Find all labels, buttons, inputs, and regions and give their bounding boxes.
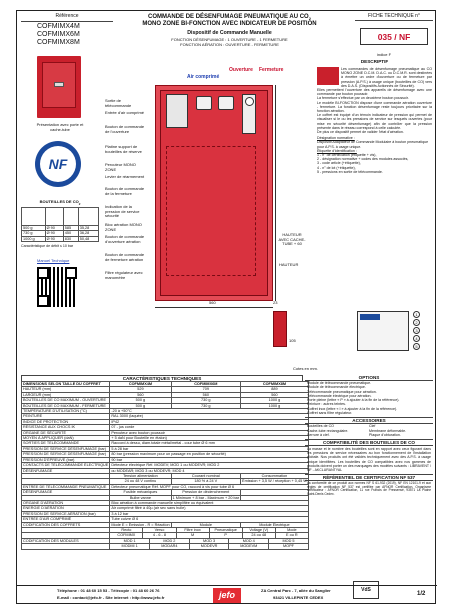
footer xyxy=(17,585,437,605)
compat-text: La masse et le nombre des bouteilles sont en rapport avec ceux figurant dans les pressions de service nécessaires au bon fonctionnement de l'installation globale. Nos produits ont été validés techniquement avec des A.P.S. à usage unique identifiées. Les bouteilles de CO compatibles avec nos gammes de produits doivent porter un des marquages des modèles suivants : LIBRAVENT / NF - AKCLURANTYAL xyxy=(307,447,431,472)
specs-cell: 560 xyxy=(171,392,240,397)
specs-cell: 24 ou 48 V continu xyxy=(110,479,171,484)
diagram-labels xyxy=(105,99,145,289)
specs-cell: -20 à +50°C xyxy=(110,409,309,414)
cabinet-diagram xyxy=(155,85,273,301)
specs-cell: Détecteur électrique Réf. MODEV; MOD 1 ou MODEVR; MOD 2 xyxy=(110,463,309,468)
option-item: Coffret sans filtre régulateur. xyxy=(307,411,353,416)
specs-cell: 1000 g xyxy=(241,398,309,403)
percussor xyxy=(218,96,234,110)
specs-cell: MOD 3 xyxy=(189,539,229,543)
options-list xyxy=(305,381,433,415)
bottles-row: 730 g Ø 90 450 36,28 xyxy=(22,231,99,236)
footer-email[interactable]: E-mail : contact@jefo.fr - Site internet : http://www.jefo.fr xyxy=(57,595,165,600)
specs-cell: 180 % à 24 V xyxy=(171,479,240,484)
dim-hauteur: HAUTEUR xyxy=(279,262,299,267)
qr-finder xyxy=(37,295,49,307)
specs-cell: MODAR4 xyxy=(149,544,189,548)
reference-code: COFMIMX8M xyxy=(37,39,80,47)
specs-cell: 90 bar xyxy=(110,457,309,462)
datasheet xyxy=(16,10,436,604)
specs-cell: ou MODEAR; MOD 3 ou MODEVR; MOD 4 xyxy=(110,468,309,473)
specs-cell: Tension alimentation xyxy=(110,473,171,478)
diagram-label: Bouton de commande d'ouverture aération xyxy=(105,234,145,244)
specs-cell: Air comprimé filtré à 40µ (air sec sans huile) xyxy=(110,506,309,511)
dim-line-height xyxy=(275,85,276,301)
specs-cell xyxy=(22,544,110,549)
specs-cell: ORGANE DE SÉCURITÉ xyxy=(22,430,110,435)
specs-cell: Tube cuivre Ø 6 xyxy=(110,517,309,522)
option-item: Module de télécommande électrique. xyxy=(307,385,366,390)
specs-cell: 889 xyxy=(241,387,309,392)
description-p: 3 - code article (+étiquette), xyxy=(317,161,361,166)
specs-cell: INDICE DE PROTECTION xyxy=(22,419,110,424)
specs-cell: MOYEN À APPLIQUER (daN) xyxy=(22,436,110,441)
title-line4: FONCTION DÉSENFUMAGE : 1 OUVERTURE - 1 FERMETURE xyxy=(171,37,288,43)
specs-cell: 529 xyxy=(110,387,171,392)
specs-cell: MOPF xyxy=(268,544,308,548)
specs-cell: M xyxy=(176,533,209,537)
accessory-item: Clef xyxy=(369,424,376,429)
accessory-item: Plaque d'obturation. xyxy=(369,432,401,437)
qr-finder xyxy=(65,267,77,279)
title-line5: FONCTION AÉRATION : OUVERTURE - FERMETURE xyxy=(180,41,279,47)
description-p: Elles permettent l'ouverture des appareils de désenfumage avec une commande par bouton poussoir. xyxy=(317,88,432,97)
specs-cell: 730 g xyxy=(171,403,240,408)
footer-phone: Téléphone : 01 48 60 15 53 - Télécopie : 01 48 60 26 76 xyxy=(57,588,160,593)
specs-cell: 560 xyxy=(110,392,171,397)
specs-cell: Courant nominal xyxy=(171,473,240,478)
specs-cell: CONTACTS DE TÉLÉCOMMANDE ÉLECTRIQUE xyxy=(23,463,109,468)
specs-cell: 80 bar (pression maximum pour un passage en position de sécurité) xyxy=(110,452,309,457)
specs-cell: MODEVR xyxy=(189,544,229,548)
label-fermeture: Fermeture xyxy=(259,67,284,73)
specs-cell: CODIFICATION DES MODULES xyxy=(22,538,110,543)
specs-cell: Pression de déclenchement xyxy=(171,490,240,495)
photo-caption: Présentation avec porte et cache-tube xyxy=(36,122,84,132)
marker-1: 1 xyxy=(413,311,420,318)
bottles-footer: Caractéristique de débit ≤ 10 bar xyxy=(21,244,74,249)
specs-cell: 730 g xyxy=(171,398,240,403)
option-item: Module de télécommande pneumatique. xyxy=(307,381,372,385)
specs-cell: RAL 3000 (laquée) xyxy=(110,414,309,419)
specs-cell: Module Électrique xyxy=(241,522,309,527)
specs-cell: 5 à 28 bar xyxy=(110,446,309,451)
right-info xyxy=(305,375,433,593)
accessory-item: Cache-tube rectangulaire. xyxy=(307,428,349,433)
specs-cell: PRESSION DE SERVICE DÉSENFUMAGE (bar) xyxy=(22,446,110,451)
diagram-label: Filtre régulateur avec manomètre xyxy=(105,270,143,280)
reference-label: Référence xyxy=(21,14,113,22)
marker-4: 4 xyxy=(413,335,420,342)
specs-cell: Mode xyxy=(275,528,308,532)
dim-hauteur-cache: HAUTEUR AVEC CACHE-TUBE + 60 xyxy=(278,232,306,247)
specs-cell: RÉSISTANCE AUX CHOCS IK xyxy=(22,425,110,430)
specs-cell: PRESSION DE SERVICE DÉSENFUMAGE (bar) xyxy=(22,452,110,457)
bottles-row: 1000 g Ø 90 830 50,48 xyxy=(22,236,99,241)
specs-row xyxy=(22,538,309,543)
description-p: Dispositif Adaptateur de Commande Modulaire à bouton pneumatique pour A.P.S. à usage unique. xyxy=(317,140,429,149)
options-title: OPTIONS xyxy=(305,375,433,381)
bottles-row: 500 g Ø 90 585 35,28 xyxy=(22,225,99,230)
specs-title: CARACTÉRISTIQUES TECHNIQUES xyxy=(21,375,303,381)
accessories-title: ACCESSOIRES xyxy=(305,417,433,424)
description-thumb xyxy=(317,67,339,85)
specs-cell: Détecteur pneumatique Réf. MOPF pour CO, raccord à vis pour tube Ø 6 xyxy=(110,484,309,489)
description-p: La fermeture s'effectue par un deuxième bouton poussoir. xyxy=(317,96,409,101)
bottles-table xyxy=(21,199,99,248)
bottle-platform xyxy=(166,146,256,276)
dim-23: 23 xyxy=(273,300,278,305)
specs-cell: 500 g xyxy=(110,398,171,403)
specs-cell: Mode E = Émission - R = Réaction xyxy=(111,522,170,527)
specs-cell: IP42 xyxy=(110,419,309,424)
specs-cell: MODMI 1 xyxy=(121,544,138,549)
diagram-label: Entrée d'air comprimé xyxy=(105,110,144,115)
specs-cell: 3 à 12 bar xyxy=(110,511,309,516)
specs-cell: Fusible mécaniques xyxy=(110,490,171,495)
specs-cell: LARGEUR (mm) xyxy=(22,392,110,397)
reference-code: COFMIMX6M xyxy=(37,31,80,39)
nf-logo-text: NF xyxy=(40,146,76,182)
pneumatic-block xyxy=(166,94,188,128)
diagram-label: Sortie de télécommande xyxy=(105,98,132,108)
bottles-title-sub: 2 xyxy=(78,201,81,206)
specs-cell: SORTIES DE TÉLÉCOMMANDE xyxy=(22,441,110,446)
diagram-label: Bouton de commande de la fermeture xyxy=(105,186,145,196)
specs-cell: 1 Minimum + 8 bar - Maximum + 20 bar xyxy=(172,495,240,500)
specs-cell: 709 xyxy=(171,387,240,392)
specs-cell: E ou R xyxy=(275,533,308,537)
specs-cell: ENTRÉE DE TÉLÉCOMMANDE PNEUMATIQUE xyxy=(22,484,110,489)
specs-cell: TEMPÉRATURE D'UTILISATION (°C) xyxy=(22,409,110,414)
description-p: Le modèle BI-FONCTION dispose d'une commande aération ouverture - fermeture. La fonction désenfumage reste toujours prioritaire sur la fonction aération. xyxy=(317,100,432,114)
title-line1: COMMANDE DE DÉSENFUMAGE PNEUMATIQUE AU CO xyxy=(148,14,309,20)
dim-105: 105 xyxy=(289,338,296,343)
specs-cell: BOUTEILLES DE CO MAXIMUM - FERMETURE xyxy=(22,403,110,408)
specs-cell: Consommation xyxy=(241,473,309,478)
specs-cell: 500 g xyxy=(110,403,171,408)
diagram-label: Bloc aération MONO ZONE xyxy=(105,222,142,232)
cabinet-photo xyxy=(37,56,81,118)
specs-cell: P xyxy=(209,533,242,537)
marker-2: 2 xyxy=(413,319,420,326)
option-item: Télécommande électrique pour aération. xyxy=(307,393,372,398)
description-p: Étiquette d'identification : xyxy=(317,148,357,153)
label-ouverture: Ouverture xyxy=(229,67,253,73)
specs-cell: MOD 1 xyxy=(123,538,136,543)
label-stripe xyxy=(360,314,380,320)
title-block xyxy=(117,14,342,47)
specs-cell: 24 ou 48 xyxy=(242,533,275,537)
diagram-label: Percuteur MONO ZONE xyxy=(105,162,136,172)
fiche-number: 035 / NF xyxy=(360,28,428,45)
accessory-item: Serrure à clef. xyxy=(307,432,330,437)
diagram-label: Platine support de bouteilles de réserve xyxy=(105,144,142,154)
vds-logo: VdS xyxy=(353,581,379,599)
description-p: Le coffret est équipé d'un témoin indicateur de pression qui permet de visualiser si le ou les pressions de service sur lesquels ouvertes (pour mise en sécurité désenfumage) afin de contrôler que la pression présente dans le réseau correspond à celle calculée. xyxy=(317,113,432,130)
specs-cell: MOD 2 xyxy=(149,539,189,543)
option-item: Peinture : autres teintes. xyxy=(307,402,346,407)
option-item: Télécommande pneumatique pour aération. xyxy=(307,389,377,394)
footer-address-1: ZA Central Parc - 7, allée du Sanglier xyxy=(261,588,331,593)
specs-cell: ÉNERGIE D'AÉRATION xyxy=(22,506,110,511)
manometer xyxy=(245,97,254,106)
specs-cell: DÉSENFUMAGE xyxy=(22,468,110,473)
specs-row xyxy=(22,544,309,549)
door-handle xyxy=(54,82,64,87)
manual-link[interactable]: Manuel Technique xyxy=(37,258,70,263)
footer-address-2: 93421 VILLEPINTE CEDEX xyxy=(273,595,324,600)
specs-cell: PRESSION D'ÉPREUVE (bar) xyxy=(22,457,110,462)
certif-text: La conformité de ce produit aux normes NF S 61-932 (2019), NF EN 12101-9 et aux règles de certification NF 537 est certifiée par AFNOR Certification. Organisme certificateur : AFNOR Certification, 11 rue Francis de Pressensé, 93571 La Plaine Saint-Denis Cedex. xyxy=(307,480,431,497)
description-p: 5 - pressions en sortie de télécommande. xyxy=(317,169,383,174)
marker-5: 5 xyxy=(413,343,420,350)
specs-cell: Bulbe vanne xyxy=(110,495,171,500)
fiche-label: FICHE TECHNIQUE n° xyxy=(355,14,433,21)
description-p: De plus ce dispositif permet de valider l'état d'aération. xyxy=(317,130,404,135)
description-p: 2 - désignation normative + codes des modules associés, xyxy=(317,157,409,162)
bottles-title: BOUTEILLES DE CO xyxy=(39,199,79,204)
specs-cell: PEINTURE xyxy=(22,414,110,419)
diagram-label: Levier de réarmement xyxy=(105,174,145,179)
specs-cell: MODEVM xyxy=(228,544,268,548)
qr-code[interactable] xyxy=(37,267,77,307)
specs-cell: Filtre inox xyxy=(176,528,209,532)
specs-section xyxy=(21,375,307,550)
reference-code: COFMIMX4M xyxy=(37,23,80,30)
filter-regulator xyxy=(242,94,256,134)
specs-cell: DÉSENFUMAGE xyxy=(22,490,110,495)
specs-cell: MOD 4 xyxy=(228,539,268,543)
option-item: Porte pleine (lettre « P » à ajouter à la fin de la référence). xyxy=(307,398,400,403)
specs-cell: ENTRÉE D'AIR COMPRIMÉ xyxy=(22,517,110,522)
fiche-indice: indice F xyxy=(377,52,392,57)
diagram-label: Bouton de commande de fermeture aération xyxy=(105,252,145,262)
specs-cell: Percuteur avec bouton poussoir xyxy=(110,430,309,435)
dim-width: 560 xyxy=(209,300,216,305)
description-title: DESCRIPTIF xyxy=(360,59,389,64)
specs-cell: 1000 g xyxy=(241,403,309,408)
specs-cell: + 5 daN pour Bouteille en étalon) xyxy=(110,436,309,441)
specs-cell: PRESSION DE SERVICE AÉRATION (bar) xyxy=(22,511,110,516)
marker-3: 3 xyxy=(413,327,420,334)
side-view xyxy=(273,311,287,347)
title-line3: Dispositif de Commande Manuelle xyxy=(187,30,272,37)
specs-cell: Module xyxy=(171,522,240,527)
dim-cotes: Cotes en mm. xyxy=(293,366,318,371)
page-number: 1/2 xyxy=(417,591,426,597)
dim-line-width xyxy=(155,307,273,308)
specs-cell: Pneumatique xyxy=(209,528,242,532)
nf-logo xyxy=(35,141,81,187)
specs-row xyxy=(22,522,309,527)
specs-cell: MOD 5 xyxy=(268,539,308,543)
specs-cell: 4 - 6 - 8 xyxy=(142,533,175,537)
accessory-item: Membrane déformable. xyxy=(369,428,407,433)
description-p: Désignation normative : xyxy=(317,136,355,141)
compat-title: COMPATIBILITÉ DES BOUTEILLES DE CO xyxy=(305,439,433,446)
label-air-comprime: Air comprimé xyxy=(187,74,220,80)
accessories-list xyxy=(305,424,433,437)
specs-cell: Bloc aération à commande manuelle simplifiée ou équivalent xyxy=(110,500,309,505)
option-item: Coffret inox (lettre « I » à ajouter à la fin de la référence). xyxy=(307,406,398,411)
specs-cell: 560 xyxy=(241,392,309,397)
description xyxy=(317,59,432,174)
title-line2: MONO ZONE BI-FONCTION AVEC INDICATEUR DE POSITION xyxy=(142,21,317,28)
percussor xyxy=(196,96,212,110)
specs-cell: Verso xyxy=(142,528,175,532)
numbered-markers xyxy=(413,311,421,350)
specs-cell: 07 - jus corde xyxy=(110,425,309,430)
description-p: 4 - n° de lot (+étiquette), xyxy=(317,165,356,170)
specs-cell: CODIFICATION DES COFFRETS xyxy=(22,522,110,527)
accessory-item: Bouteilles de CO xyxy=(307,424,334,429)
specs-cell: Émission + 3,5 W / réception + 0,45 W xyxy=(242,479,307,484)
specs-cell: Recto xyxy=(121,527,132,532)
specs-cell: ORGANE D'AÉRATION xyxy=(22,500,110,505)
specs-cell: COFMIMX xyxy=(117,533,136,538)
jefo-logo: jefo xyxy=(213,588,241,603)
qr-finder xyxy=(37,267,49,279)
specs-header-row: DIMENSIONS SELON TAILLE DU COFFRET COFMIMX4M COFMIMX6M COFMIMX8M xyxy=(22,382,309,387)
specs-cell: BOUTEILLES DE CO MAXIMUM - OUVERTURE xyxy=(22,398,110,403)
diagram-label: Indication de la pression de service sécurité xyxy=(105,204,140,219)
specs-cell: HAUTEUR (mm) xyxy=(22,387,110,392)
description-p: 1 - n° de certification (étiquette + vis), xyxy=(317,153,377,158)
description-p: Les commandes de désenfumage pneumatique au CO MONO ZONE D.C.M. D.A.C. ou D.C.M.R. sont destinées à émettre un ordre d'ouverture ou de fermeture par pression (A.P.S.) à usage unique (bouteilles de CO) vers des D.A.S. (Dispositifs Actionnés de Sécurité). xyxy=(341,67,432,88)
certif-title: RÉFÉRENTIEL DE CERTIFICATION NF 537 xyxy=(305,474,433,481)
identification-label xyxy=(357,311,409,351)
title-sub: 2 xyxy=(308,16,311,22)
diagram-label: Bouton de commande de l'ouverture xyxy=(105,124,145,134)
specs-cell: Voltage (V) xyxy=(242,528,275,532)
reference-codes xyxy=(37,23,117,47)
specs-cell: Raccord à dessu, diam.totale métal/métal - cour tube Ø 6 mm xyxy=(110,441,309,446)
specs-table xyxy=(21,381,309,550)
